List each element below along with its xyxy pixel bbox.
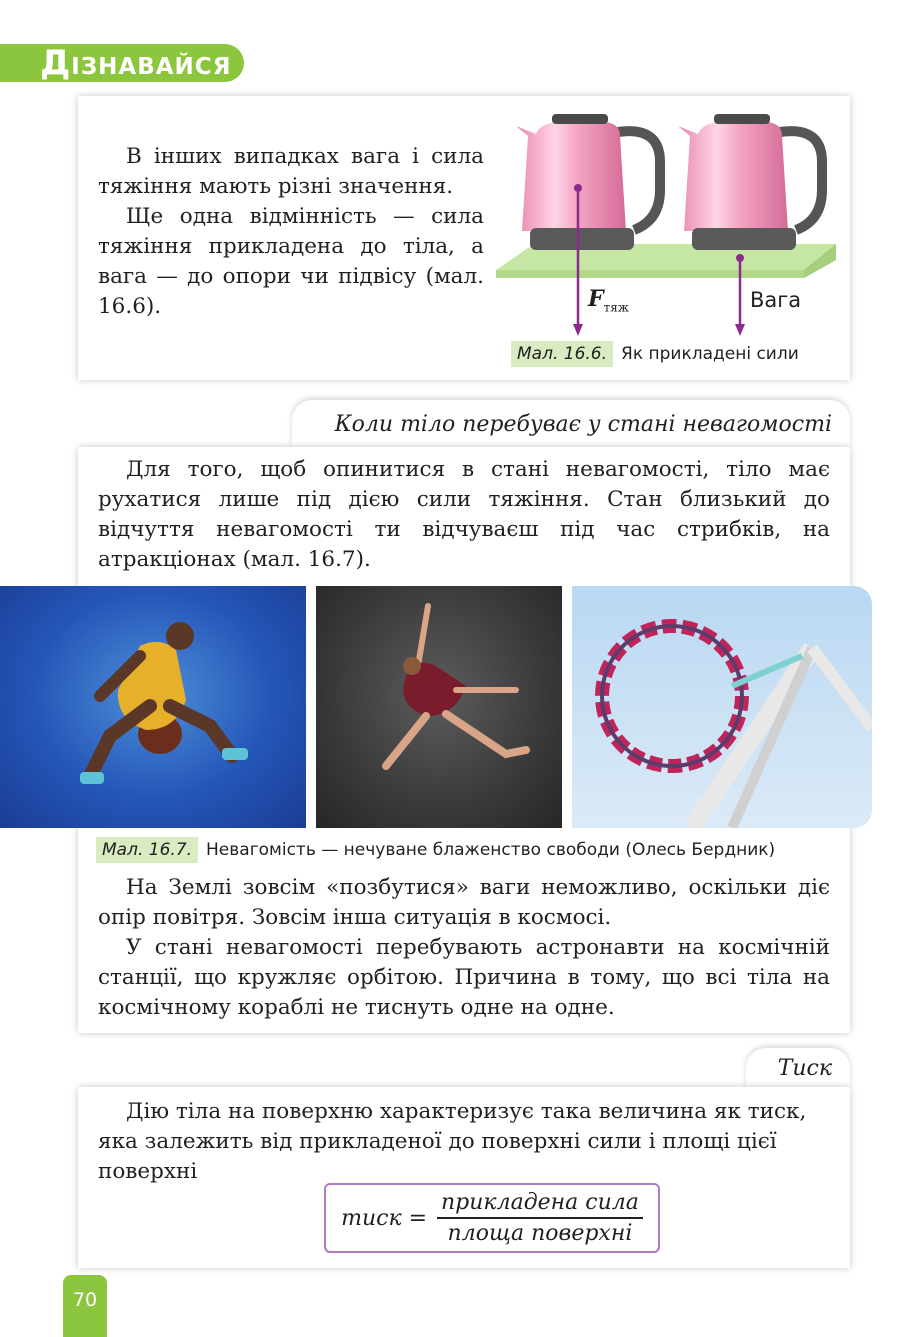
section-tab (0, 44, 244, 82)
kettle-right (678, 114, 822, 250)
caption-text: Як прикладені сили (621, 344, 799, 364)
caption-label: Мал. 16.6. (511, 341, 613, 367)
block2-text-bottom (98, 873, 830, 1023)
block2-text-top (98, 455, 830, 575)
amusement-ride-photo (572, 586, 872, 828)
section-heading-weightlessness: Коли тіло перебуває у стані невагомості (292, 400, 850, 448)
force-subscript: тяж (603, 300, 629, 315)
formula-fraction (437, 1190, 643, 1246)
block2-paragraph-3: У стані невагомості перебувають астронавти на космічній станції, що кружляє орбітою. Причина в тому, що всі тіла на космічному кораблі не тиснуть одне на одне. (98, 935, 830, 1020)
force-label: $F_{тяж}$ (588, 286, 629, 315)
dancer-photo (316, 586, 562, 828)
block1-paragraph-1: В інших випадках вага і сила тяжіння мають різні значення. (98, 144, 484, 199)
formula-lhs: тиск = (341, 1205, 428, 1231)
figure-16-7-caption (96, 837, 775, 863)
block1-text (98, 142, 484, 322)
page-number: 70 (63, 1275, 107, 1337)
section-heading-pressure: Тиск (746, 1048, 850, 1088)
block3-paragraph-1: Дію тіла на поверхню характеризує така величина як тиск, яка залежить від прикладеної до поверхні сили і площі цієї поверхні (98, 1099, 807, 1184)
caption-label: Мал. 16.7. (96, 837, 198, 863)
block3-text (98, 1097, 830, 1187)
formula-numerator: прикладена сила (437, 1190, 643, 1219)
formula-denominator: площа поверхні (447, 1221, 633, 1246)
block2-paragraph-2: На Землі зовсім «позбутися» ваги неможливо, оскільки діє опір повітря. Зовсім інша ситуація в космосі. (98, 875, 830, 930)
pressure-formula (324, 1183, 660, 1253)
block2-paragraph-1: Для того, щоб опинитися в стані невагомості, тіло має рухатися лише під дією сили тяжіння. Стан близький до відчуття невагомості ти відчуваєш під час стрибків, на атракціонах (мал. 16.7). (98, 457, 830, 572)
kettle-left (516, 114, 660, 250)
weight-label: Вага (750, 288, 802, 312)
caption-text: Невагомість — нечуване блаженство свободи (Олесь Бердник) (206, 840, 776, 860)
block1-paragraph-2: Ще одна відмінність — сила тяжіння прикладена до тіла, а вага — до опори чи підвісу (мал. 16.6). (98, 204, 484, 319)
figure-16-6-caption (511, 341, 799, 367)
section-tab-label: ДІЗНАВАЙСЯ (40, 43, 232, 83)
basketball-player-photo (0, 586, 306, 828)
